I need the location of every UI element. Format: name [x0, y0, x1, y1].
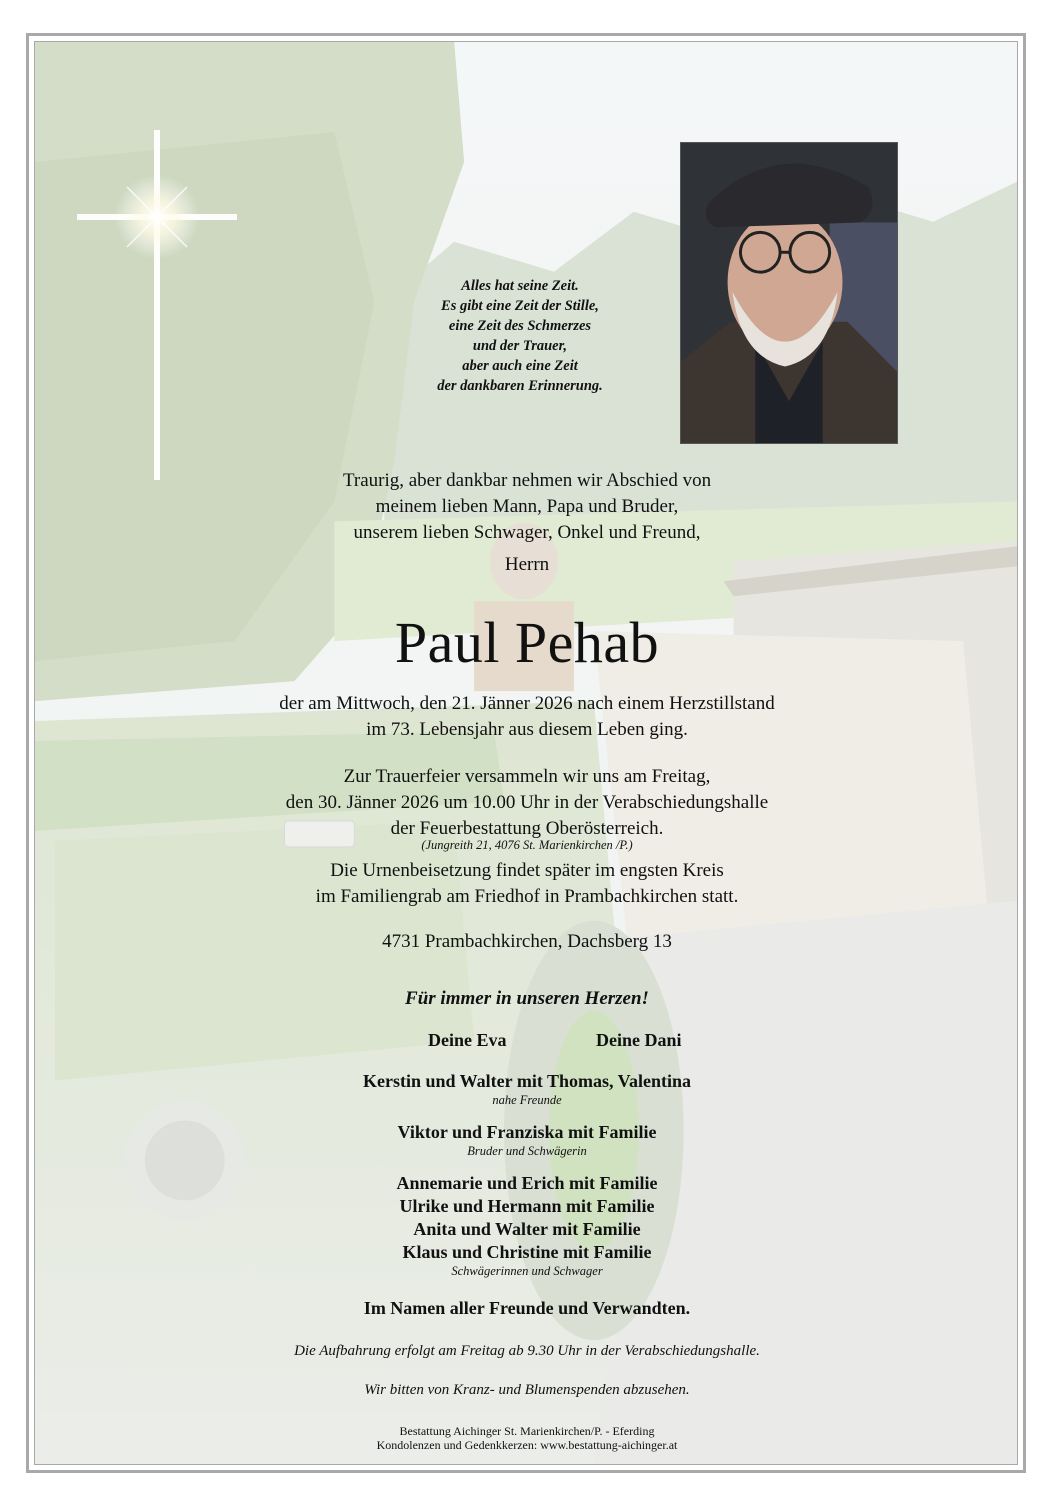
- mourner-group: [0, 1070, 1054, 1108]
- viewing-note: Die Aufbahrung erfolgt am Freitag ab 9.30 Uhr in der Verabschiedungshalle.: [294, 1343, 760, 1359]
- mourner-relation: Bruder und Schwägerin: [467, 1144, 587, 1158]
- mourner-group: [0, 1121, 1054, 1159]
- mourner-names: Anita und Walter mit Familie: [413, 1219, 641, 1239]
- motto: Für immer in unseren Herzen!: [405, 988, 649, 1009]
- deceased-name: Paul Pehab: [394, 610, 660, 675]
- death-notice: [0, 691, 1054, 743]
- footer-line: Kondolenzen und Gedenkkerzen: www.bestattung-aichinger.at: [376, 1438, 678, 1452]
- death-line: der am Mittwoch, den 21. Jänner 2026 nach einem Herzstillstand: [279, 693, 775, 714]
- burial-line: Die Urnenbeisetzung findet später im engsten Kreis: [330, 860, 724, 881]
- mourner-daughter: Deine Dani: [596, 1030, 682, 1050]
- mourner-relation: nahe Freunde: [492, 1093, 562, 1107]
- ceremony-block: [0, 764, 1054, 842]
- burial-line: im Familiengrab am Friedhof in Prambachkirchen statt.: [315, 886, 739, 907]
- mourner-closing: Im Namen aller Freunde und Verwandten.: [363, 1298, 691, 1318]
- quote-line: der dankbaren Erinnerung.: [437, 378, 603, 394]
- intro-line: meinem lieben Mann, Papa und Bruder,: [375, 496, 679, 517]
- mourner-group: [0, 1172, 1054, 1279]
- cross-icon: [77, 130, 237, 480]
- quote-line: eine Zeit des Schmerzes: [448, 318, 592, 334]
- mourner-names: Klaus und Christine mit Familie: [402, 1242, 652, 1262]
- quote-line: aber auch eine Zeit: [462, 358, 578, 374]
- mourner-relation: Schwägerinnen und Schwager: [451, 1264, 603, 1278]
- footer-line: Bestattung Aichinger St. Marienkirchen/P. - Eferding: [399, 1424, 655, 1438]
- mourner-names: Ulrike und Hermann mit Familie: [399, 1196, 655, 1216]
- mourner-names: Annemarie und Erich mit Familie: [396, 1173, 658, 1193]
- ceremony-line: der Feuerbestattung Oberösterreich.: [390, 818, 664, 839]
- quote-line: Alles hat seine Zeit.: [461, 278, 579, 294]
- quote-line: Es gibt eine Zeit der Stille,: [441, 298, 599, 314]
- mourner-wife: Deine Eva: [428, 1030, 507, 1050]
- death-line: im 73. Lebensjahr aus diesem Leben ging.: [366, 719, 688, 740]
- mourner-names: Kerstin und Walter mit Thomas, Valentina: [362, 1071, 692, 1091]
- ceremony-address: (Jungreith 21, 4076 St. Marienkirchen /P.): [421, 838, 633, 852]
- intro-block: [0, 468, 1054, 578]
- mourner-names: Viktor und Franziska mit Familie: [397, 1122, 657, 1142]
- home-address: 4731 Prambachkirchen, Dachsberg 13: [382, 931, 672, 952]
- intro-line: unserem lieben Schwager, Onkel und Freund,: [353, 522, 701, 543]
- quote-line: und der Trauer,: [472, 338, 568, 354]
- intro-line: Herrn: [504, 554, 550, 575]
- footer: [0, 1424, 1054, 1452]
- ceremony-line: den 30. Jänner 2026 um 10.00 Uhr in der Verabschiedungshalle: [285, 792, 769, 813]
- flowers-note: Wir bitten von Kranz- und Blumenspenden abzusehen.: [364, 1382, 690, 1398]
- ceremony-line: Zur Trauerfeier versammeln wir uns am Freitag,: [343, 766, 711, 787]
- quote-block: [370, 276, 670, 396]
- portrait-photo: [680, 142, 898, 444]
- intro-line: Traurig, aber dankbar nehmen wir Abschied von: [342, 470, 712, 491]
- burial-block: [0, 858, 1054, 910]
